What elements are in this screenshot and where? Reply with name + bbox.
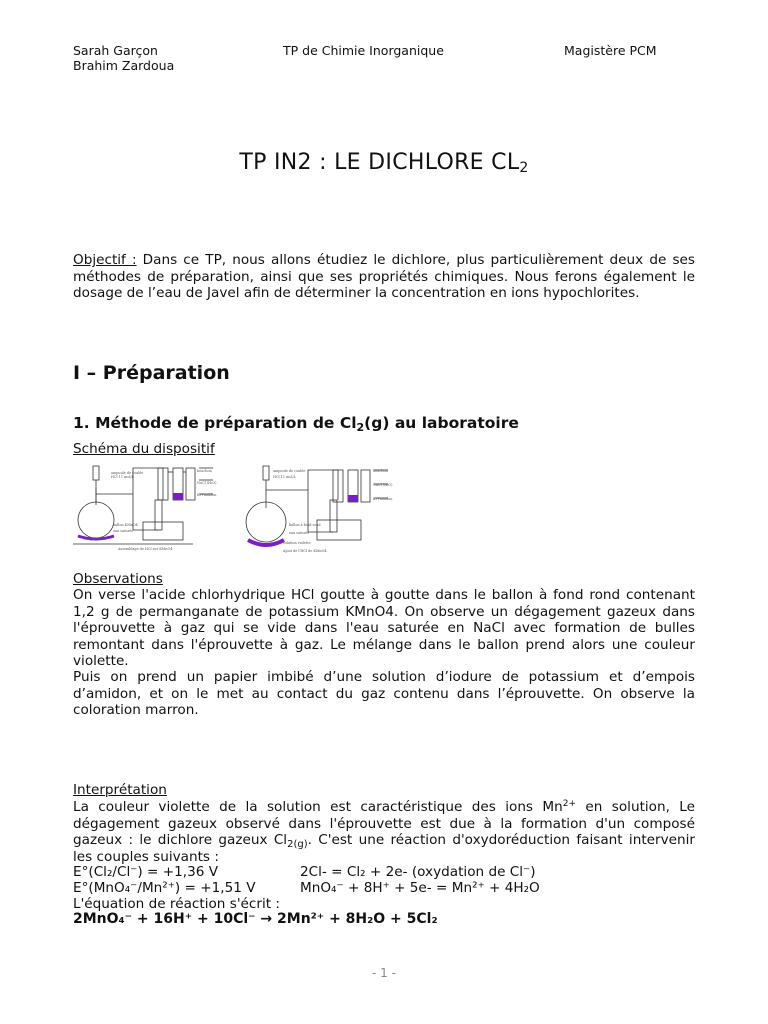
schema-label: Schéma du dispositif bbox=[73, 441, 215, 457]
interpretation-label: Interprétation bbox=[73, 782, 167, 798]
reaction-intro: L'équation de réaction s'écrit : bbox=[73, 896, 280, 912]
right-caption: Ajout de l'HCl de KMnO4 bbox=[283, 549, 327, 553]
couple-chlorine-potential: E°(Cl₂/Cl⁻) = +1,36 V bbox=[73, 864, 219, 880]
svg-text:HCl 11 mol/L: HCl 11 mol/L bbox=[273, 475, 296, 479]
subsection-title-sub: 2 bbox=[356, 421, 365, 434]
apparatus-left bbox=[73, 466, 213, 544]
interp-sup: 2+ bbox=[562, 799, 577, 809]
left-caption: Assemblage de HCl sur KMnO4 bbox=[118, 547, 173, 551]
observations-paragraph-2: Puis on prend un papier imbibé d’une solution d’iodure de potassium et d’empois d’amidon, et on le met au contact du gaz contenu dans l’éprouvette. On observe la coloration marron. bbox=[73, 669, 695, 718]
svg-text:ampoule de coulée: ampoule de coulée bbox=[273, 469, 306, 473]
svg-text:eau saturée: eau saturée bbox=[113, 529, 134, 533]
couple-permanganate-potential: E°(MnO₄⁻/Mn²⁺) = +1,51 V bbox=[73, 880, 256, 896]
svg-text:NaCl (H₂O): NaCl (H₂O) bbox=[197, 481, 217, 485]
title-subscript: 2 bbox=[519, 160, 529, 176]
objective-text: Dans ce TP, nous allons étudiez le dichlore, plus particulièrement deux de ses méthodes de préparation, ainsi que ses propriétés chimiques. Nous ferons également le dosage de l’eau de Javel afin de déterminer la concentration en ions hypochlorites. bbox=[73, 252, 695, 301]
svg-text:NaCl (H₂O): NaCl (H₂O) bbox=[373, 483, 393, 487]
author-2: Brahim Zardoua bbox=[73, 58, 175, 73]
section-heading: I – Préparation bbox=[73, 362, 230, 384]
course-name: TP de Chimie Inorganique bbox=[283, 43, 444, 58]
page-number: - 1 - bbox=[372, 966, 396, 980]
page-title bbox=[0, 150, 768, 175]
observations-paragraph-1: On verse l'acide chlorhydrique HCl goutte à goutte dans le ballon à fond rond contenant 1,2 g de permanganate de potassium KMnO4. On observe un dégagement gazeux dans l'éprouvette à gaz qui se vide dans l'eau saturée en NaCl avec formation de bulles remontant dans l'éprouvette à gaz. Le mélange dans le ballon prend alors une couleur violette. bbox=[73, 587, 695, 669]
svg-text:solution violette: solution violette bbox=[283, 541, 311, 545]
objective-label: Objectif : bbox=[73, 252, 137, 268]
apparatus-diagram bbox=[73, 460, 403, 555]
svg-text:ballon à fond rond: ballon à fond rond bbox=[289, 523, 321, 527]
global-reaction-equation: 2MnO₄⁻ + 16H⁺ + 10Cl⁻ → 2Mn²⁺ + 8H₂O + 5Cl₂ bbox=[73, 911, 438, 927]
svg-text:ballon KMnO4: ballon KMnO4 bbox=[113, 523, 138, 527]
program-name: Magistère PCM bbox=[564, 43, 657, 58]
subsection-title-b: (g) au laboratoire bbox=[364, 414, 519, 432]
svg-text:1,2 g KMnO4: 1,2 g KMnO4 bbox=[83, 537, 106, 541]
svg-text:HCl 11 mol/L: HCl 11 mol/L bbox=[111, 475, 134, 479]
apparatus-right bbox=[246, 466, 388, 545]
author-1: Sarah Garçon bbox=[73, 43, 158, 58]
svg-text:KI+amidon: KI+amidon bbox=[197, 493, 217, 497]
subsection-heading bbox=[73, 414, 519, 432]
couple-permanganate-half-equation: MnO₄⁻ + 8H⁺ + 5e- = Mn²⁺ + 4H₂O bbox=[300, 880, 540, 896]
interp-text-b: en solution, Le dégagement gazeux observé dans l'éprouvette est due à la formation d'un composé gazeux : le dichlore gazeux Cl bbox=[73, 799, 696, 848]
interp-text-a: La couleur violette de la solution est caractéristique des ions Mn bbox=[73, 799, 563, 815]
svg-text:ampoule de coulée: ampoule de coulée bbox=[111, 471, 144, 475]
svg-text:KI+amidon: KI+amidon bbox=[373, 497, 393, 501]
interp-text-c: . C'est une réaction d'oxydoréduction faisant intervenir les couples suivants : bbox=[73, 832, 695, 865]
objective-paragraph bbox=[73, 252, 695, 302]
observations-label: Observations bbox=[73, 571, 163, 587]
couple-chlorine-half-equation: 2Cl- = Cl₂ + 2e- (oxydation de Cl⁻) bbox=[300, 864, 536, 880]
interp-sub: 2(g) bbox=[287, 839, 308, 850]
apparatus-left-labels bbox=[83, 469, 217, 551]
subsection-title-a: 1. Méthode de préparation de Cl bbox=[73, 414, 357, 432]
title-main: TP IN2 : LE DICHLORE CL bbox=[239, 150, 520, 175]
interpretation-paragraph bbox=[73, 799, 695, 865]
svg-text:bouchon: bouchon bbox=[373, 469, 388, 473]
svg-text:bouchon: bouchon bbox=[197, 469, 212, 473]
svg-text:eau saturée: eau saturée bbox=[289, 531, 310, 535]
